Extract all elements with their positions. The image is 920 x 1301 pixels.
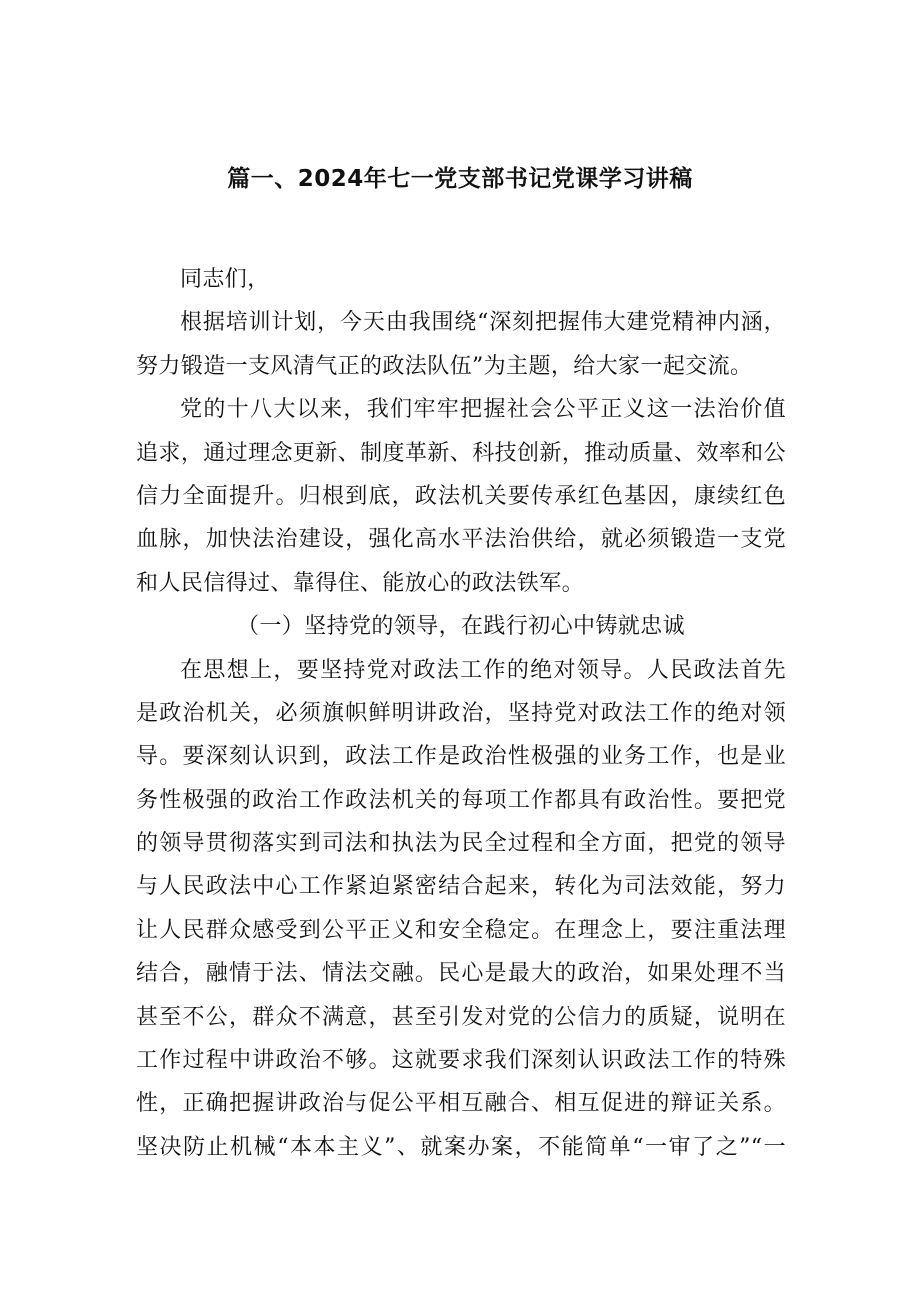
paragraph-line: 党的十八大以来，我们牢牢把握社会公平正义这一法治价值 — [180, 397, 786, 423]
paragraph-line: 根据培训计划，今天由我围绕“深刻把握伟大建党精神内涵， — [180, 310, 786, 336]
paragraph-line: 让人民群众感受到公平正义和安全稳定。在理念上，要注重法理 — [136, 917, 786, 943]
paragraph-line: 导。要深刻认识到，政法工作是政治性极强的业务工作，也是业 — [136, 744, 786, 770]
salutation: 同志们， — [180, 267, 270, 292]
document-body — [136, 258, 786, 1169]
paragraph-line: 与人民政法中心工作紧迫紧密结合起来，转化为司法效能，努力 — [136, 874, 786, 900]
paragraph-line: 结合，融情于法、情法交融。民心是最大的政治，如果处理不当 — [136, 961, 786, 987]
paragraph-line: 甚至不公，群众不满意，甚至引发对党的公信力的质疑，说明在 — [136, 1004, 786, 1030]
paragraph-line: 务性极强的政治工作政法机关的每项工作都具有政治性。要把党 — [136, 787, 786, 813]
paragraph-line: 坚决防止机械“本本主义”、就案办案，不能简单“一审了之”“一 — [136, 1134, 786, 1160]
paragraph-line: 的领导贯彻落实到司法和执法为民全过程和全方面，把党的领导 — [136, 831, 786, 857]
paragraph-line: 工作过程中讲政治不够。这就要求我们深刻认识政法工作的特殊 — [136, 1048, 786, 1074]
document-title: 篇一、2024年七一党支部书记党课学习讲稿 — [227, 166, 693, 192]
paragraph-line: 信力全面提升。归根到底，政法机关要传承红色基因，康续红色 — [136, 483, 786, 509]
paragraph-line: 在思想上，要坚持党对政法工作的绝对领导。人民政法首先 — [180, 657, 786, 683]
paragraph-line: 努力锻造一支风清气正的政法队伍”为主题，给大家一起交流。 — [136, 353, 753, 379]
paragraph-line: 和人民信得过、靠得住、能放心的政法铁军。 — [136, 570, 585, 596]
paragraph-line: 追求，通过理念更新、制度革新、科技创新，推动质量、效率和公 — [136, 440, 786, 466]
section-heading: （一）坚持党的领导，在践行初心中铸就忠诚 — [236, 614, 685, 640]
paragraph-line: 血脉，加快法治建设，强化高水平法治供给，就必须锻造一支党 — [136, 527, 786, 553]
paragraph-line: 是政治机关，必须旗帜鲜明讲政治，坚持党对政法工作的绝对领 — [136, 700, 786, 726]
paragraph-line: 性，正确把握讲政治与促公平相互融合、相互促进的辩证关系。 — [136, 1091, 786, 1117]
